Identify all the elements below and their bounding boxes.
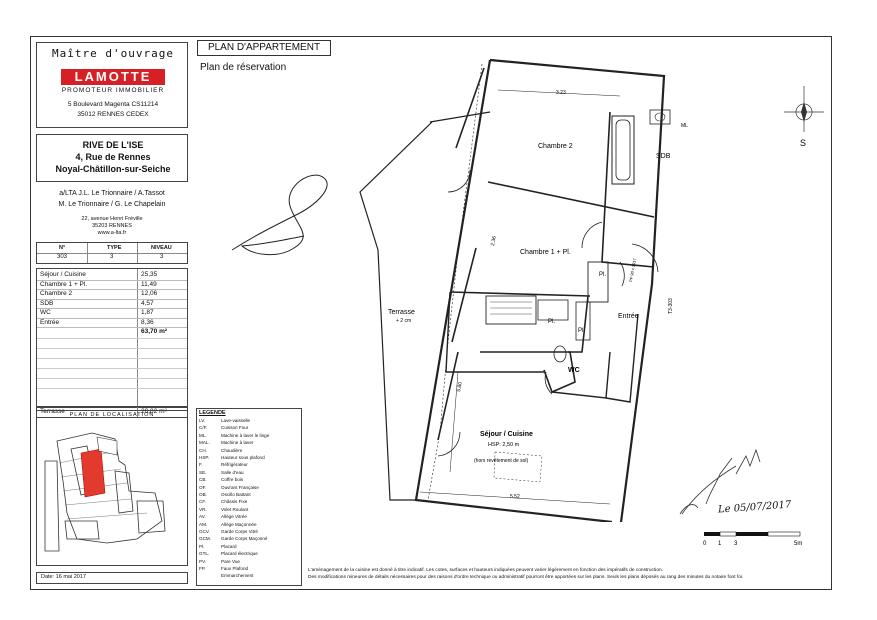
surface-area: 8,36: [141, 318, 154, 326]
architects-address-2: 35203 RENNES: [92, 223, 132, 229]
signature-date: Le 05/07/2017: [717, 499, 792, 516]
legend-item: OF. Ouvrant Française: [199, 484, 259, 490]
compass-icon: [780, 86, 828, 150]
room-pl-3: Pl.: [578, 328, 586, 334]
compass-label: S: [800, 138, 807, 148]
surface-room: Chambre 2: [40, 290, 73, 297]
date-box: [36, 572, 188, 584]
architects-website: www.a-lta.fr: [97, 230, 127, 236]
legend-item: Emmarchement: [221, 573, 254, 579]
owner-address-2: 35012 RENNES CEDEX: [77, 111, 149, 118]
legend-item: GCV. Garde Corps Vitré: [199, 529, 258, 534]
surface-area: 11,49: [141, 280, 157, 288]
legend-item: SE. Salle d'eau: [199, 469, 244, 475]
surface-room: Entrée: [40, 318, 60, 326]
localisation-map: [37, 421, 187, 563]
promoteur-label: PROMOTEUR IMMOBILIER: [61, 87, 165, 94]
legend-box: [196, 408, 302, 586]
surface-room: WC: [40, 309, 51, 316]
owner-box: [36, 42, 188, 128]
legend-item: CB. Coffre bois: [199, 477, 244, 483]
architects-line-1: a/LTA J.L. Le Trionnaire / A.Tassot: [59, 190, 165, 197]
room-hors: (hors revêtement de sol): [474, 458, 529, 464]
lot-tag: T3-303: [668, 298, 674, 314]
legend-item: CF. Châssis Fixe: [199, 499, 248, 505]
lot-highlight: [81, 449, 105, 497]
surface-room: SDB: [40, 299, 54, 307]
surface-area: 25,35: [141, 271, 158, 278]
surface-area: 4,57: [141, 299, 154, 307]
plan-subtitle: Plan de réservation: [200, 62, 287, 73]
lamotte-logo: LAMOTTE: [61, 69, 165, 85]
dim-top: 3.23: [556, 90, 566, 96]
pf-label: PF 90 x 2017: [628, 257, 638, 283]
lot-value-num: 303: [57, 254, 68, 260]
legend-item: MAL. Machine à laver: [199, 440, 254, 446]
dim-ch1: 2.36: [490, 235, 498, 247]
legend-item: AV. Allège Vitrée: [199, 514, 247, 520]
room-terrasse-sub: + 2 cm: [396, 318, 412, 324]
lot-header-type: TYPE: [107, 245, 122, 251]
dim-bottom: 5.52: [510, 494, 520, 500]
legend-item: GTL. Placard électrique: [199, 551, 258, 557]
surfaces-table: [36, 268, 188, 408]
legend-item: AM. Allège Maçonnée: [199, 521, 257, 527]
notes: [308, 568, 832, 581]
scale-bar: [700, 528, 810, 550]
localisation-box: [36, 410, 188, 566]
terrasse-area: 20,02 m²: [141, 408, 167, 415]
plan-title: PLAN D'APPARTEMENT: [197, 40, 331, 56]
project-street: 4, Rue de Rennes: [75, 152, 151, 162]
room-ml: ML: [681, 123, 688, 129]
room-chambre1: Chambre 1 + Pl.: [520, 249, 571, 256]
legend-item: PV. Pare Vue: [199, 558, 240, 564]
legend-item: OB. Oscillo Battant: [199, 492, 251, 497]
architects-address-1: 22, avenue Henri Fréville: [81, 216, 143, 222]
dim-left-mid: 5.80: [456, 381, 464, 393]
notes-line-2: Des modifications mineures de détails nécessaires pour des raisons d'ordre technique ou administratif pourront être apportées sur les plans. Seuls les plans déposés au rang des minutes du notaire font foi.: [308, 574, 744, 580]
legend-item: Pl. Placard: [199, 543, 237, 549]
room-hsp: HSP: 2,50 m: [488, 442, 520, 448]
room-sdb: SDB: [656, 153, 671, 160]
floor-plan: [320, 52, 700, 522]
localisation-title: PLAN DE LOCALISATION: [69, 412, 155, 418]
surface-area: 12,06: [141, 290, 158, 297]
scale-3: 3: [734, 541, 738, 547]
surface-room: Chambre 1 + Pl.: [40, 280, 88, 288]
architects-line-2: M. Le Trionnaire / G. Le Chapelain: [58, 201, 166, 208]
plan-date: Date: 16 mai 2017: [41, 574, 86, 580]
owner-address-1: 5 Boulevard Magenta CS11214: [67, 101, 159, 108]
room-sejour: Séjour / Cuisine: [480, 431, 533, 438]
room-terrasse: Terrasse: [388, 309, 415, 316]
scale-5: 5m: [794, 541, 803, 547]
legend-item: F. Réfrigérateur: [199, 462, 248, 468]
outer-wall: [490, 60, 664, 522]
project-box: [36, 134, 188, 182]
legend-item: C/F. Cuisson Four: [199, 425, 249, 431]
surface-room: Séjour / Cuisine: [40, 271, 86, 278]
legend-item: FP. Faux Plafond: [199, 566, 249, 571]
project-city: Noyal-Châtillon-sur-Seiche: [55, 164, 171, 174]
terrasse-label: Terrasse: [40, 408, 65, 415]
lot-header-num: N°: [59, 245, 66, 251]
surface-total: 63,70 m²: [141, 328, 168, 335]
lot-table: [36, 242, 188, 264]
legend-item: VR. Volet Roulant: [199, 506, 249, 512]
legend-title: LEGENDE: [199, 410, 226, 416]
project-name: RIVE DE L'ISE: [82, 140, 144, 150]
legend-item: ML. Machine à laver le linge: [199, 432, 270, 438]
legend-item: CH. Chaudière: [199, 447, 243, 453]
room-pl-2: Pl.: [548, 319, 556, 325]
title-block: [36, 42, 188, 584]
notes-line-1: L'aménagement de la cuisine est donné à titre indicatif. Les cotes, surfaces et hauteurs indiquées peuvent varier légèrement en fonction des impératifs de construction.: [308, 568, 664, 573]
lot-header-niveau: NIVEAU: [151, 245, 172, 251]
surface-area: 1,87: [141, 309, 154, 316]
room-wc: WC: [568, 367, 580, 374]
legend-item: HSP. Hauteur sous plafond: [199, 455, 265, 460]
legend-item: GCM. Garde Corps Maçonné: [199, 536, 268, 542]
legend-item: LV. Lave-vaisselle: [199, 418, 251, 423]
room-entree: Entrée: [618, 313, 639, 320]
room-pl-1: Pl.: [599, 272, 607, 278]
scale-0: 0: [703, 541, 707, 547]
room-chambre2: Chambre 2: [538, 143, 573, 150]
lot-value-niveau: 3: [160, 254, 164, 260]
maitre-ouvrage: Maître d'ouvrage: [52, 47, 174, 60]
lot-value-type: 3: [110, 254, 114, 260]
scale-1: 1: [718, 541, 722, 547]
